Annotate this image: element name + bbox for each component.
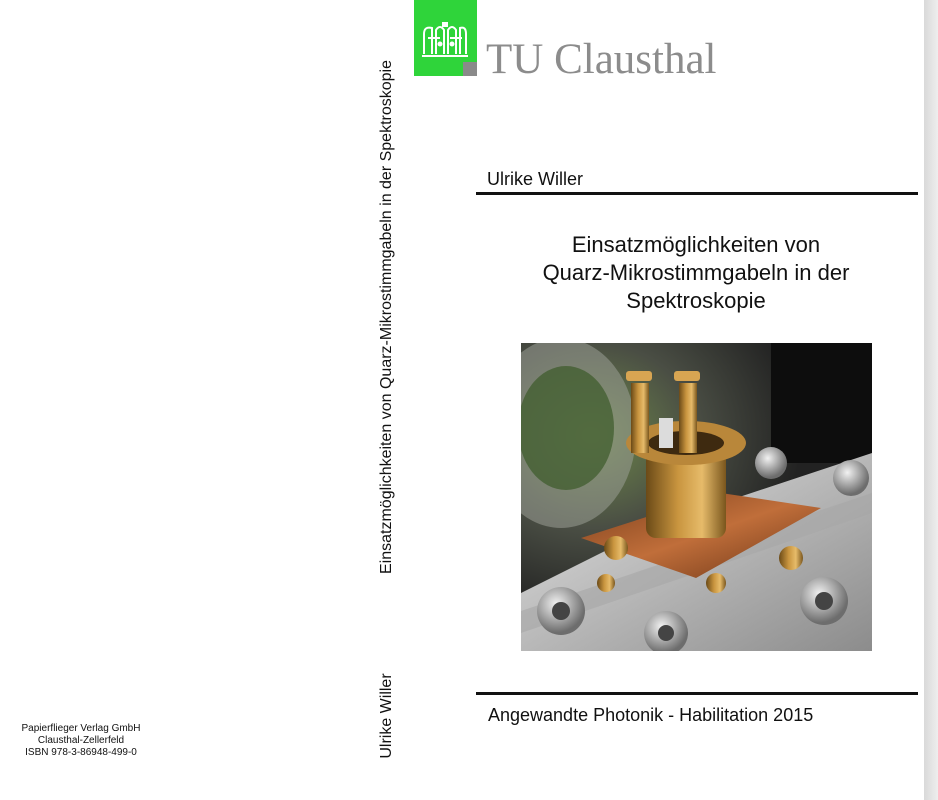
cover-photo [521, 343, 872, 651]
series-label: Angewandte Photonik - Habilitation 2015 [488, 705, 814, 725]
title-line: Quarz-Mikrostimmgabeln in der [542, 260, 850, 285]
isbn: ISBN 978-3-86948-499-0 [25, 747, 137, 758]
tu-clausthal-emblem-icon [420, 20, 470, 60]
spine-title-text: Einsatzmöglichkeiten von Quarz-Mikrostimmgabeln in der Spektroskopie [378, 60, 395, 574]
author-name: Ulrike Willer [487, 169, 583, 189]
spine-author-text: Ulrike Willer [378, 673, 395, 759]
publisher-city: Clausthal-Zellerfeld [37, 735, 125, 746]
university-name: TU Clausthal [486, 36, 717, 83]
publisher-name: Papierflieger Verlag GmbH [21, 723, 141, 734]
publisher-block [0, 723, 162, 759]
page-edge-shadow [924, 0, 938, 800]
logo-accent-square [463, 62, 477, 76]
divider-top [476, 192, 918, 195]
quartz-tuning-fork-mount-photo [521, 343, 872, 651]
book-title [476, 231, 916, 315]
title-line: Einsatzmöglichkeiten von [571, 232, 821, 257]
title-line: Spektroskopie [626, 288, 766, 313]
divider-bottom [476, 692, 918, 695]
